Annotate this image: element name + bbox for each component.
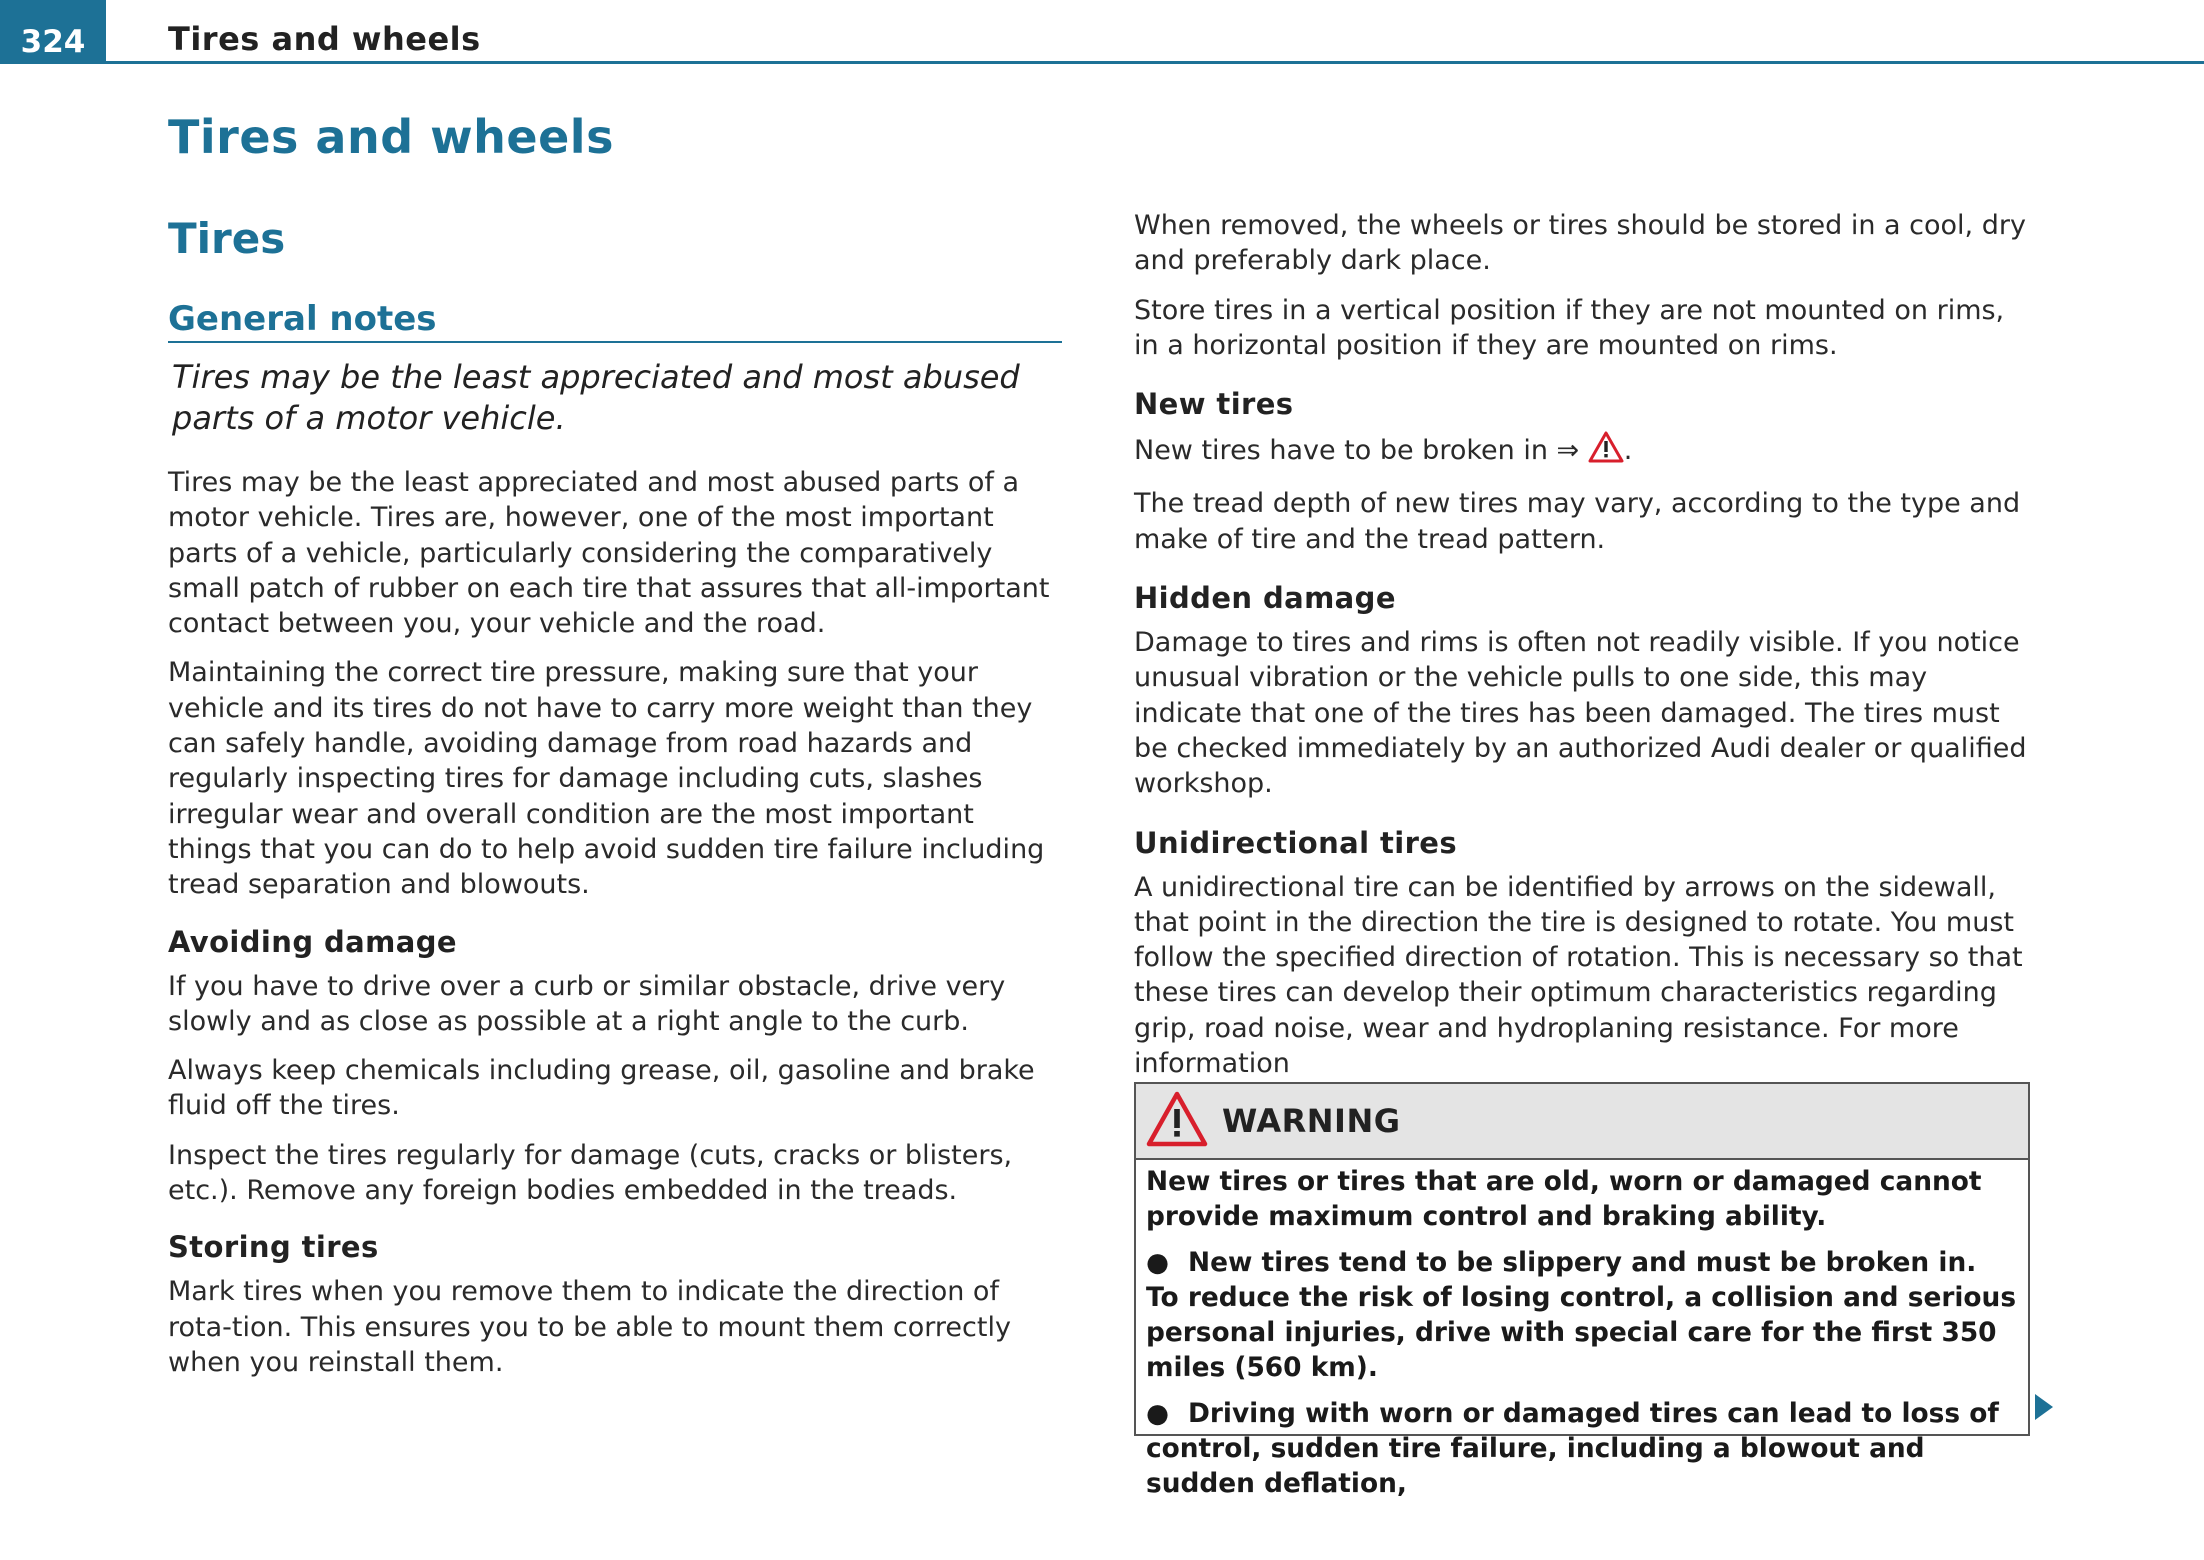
new-tires-text-end: .: [1623, 435, 1633, 467]
warning-intro: New tires or tires that are old, worn or damaged cannot provide maximum control and braking ability.: [1146, 1166, 1982, 1233]
hidden-damage-heading: Hidden damage: [1134, 581, 1396, 616]
header-rule: [106, 61, 2204, 64]
warning-body: [1136, 1160, 2028, 1502]
storing-tires-paragraph: Mark tires when you remove them to indicate the direction of rota-tion. This ensures you to be able to mount them correctly when you reinstall them.: [168, 1276, 1011, 1378]
lead-text: Tires may be the least appreciated and most abused parts of a motor vehicle.: [172, 358, 1020, 437]
right-column: [1134, 208, 2030, 1117]
avoiding-damage-heading: Avoiding damage: [168, 924, 457, 959]
new-tires-heading: New tires: [1134, 387, 1294, 422]
section-title: Tires: [168, 214, 286, 263]
bullet-icon: ●: [1146, 1397, 1170, 1429]
warning-triangle-icon: [1588, 431, 1624, 472]
intro-paragraph: Maintaining the correct tire pressure, making sure that your vehicle and its tires do not have to carry more weight than they can safely handle, avoiding damage from road hazards and regularly inspecting tires for damage including cuts, slashes irregular wear and overall condition are the most important things that you can do to help avoid sudden tire failure including tread separation and blowouts.: [168, 657, 1045, 901]
continue-arrow-icon: [2033, 1392, 2055, 1426]
unidirectional-heading: Unidirectional tires: [1134, 825, 1458, 860]
page-number: 324: [0, 0, 106, 64]
page-header: [0, 0, 2204, 64]
warning-box: [1134, 1082, 2030, 1500]
avoiding-damage-paragraph: If you have to drive over a curb or similar obstacle, drive very slowly and as close as possible at a right angle to the curb.: [168, 970, 1006, 1037]
storage-paragraph: When removed, the wheels or tires should be stored in a cool, dry and preferably dark place.: [1134, 210, 2026, 277]
new-tires-paragraph: The tread depth of new tires may vary, according to the type and make of tire and the tread pattern.: [1134, 488, 2021, 555]
warning-title: WARNING: [1222, 1102, 1401, 1140]
intro-paragraph: Tires may be the least appreciated and most abused parts of a motor vehicle. Tires are, however, one of the most important parts of a vehicle, particularly considering the comparatively small patch of rubber on each tire that assures that all-important contact between you, your vehicle and the road.: [168, 467, 1050, 640]
new-tires-paragraph: [1134, 431, 2030, 472]
unidirectional-text: A unidirectional tire can be identified by arrows on the sidewall, that point in the direction the tire is designed to rotate. You must follow the specified direction of rotation. This is necessary so that these tires can develop their optimum characteristics regarding grip, road noise, wear and hydroplaning resistance. For more information: [1134, 871, 2023, 1080]
hidden-damage-paragraph: Damage to tires and rims is often not readily visible. If you notice unusual vibration or the vehicle pulls to one side, this may indicate that one of the tires has been damaged. The tires must be checked immediately by an authorized Audi dealer or qualified workshop.: [1134, 627, 2027, 800]
warning-header: [1136, 1084, 2028, 1160]
left-column: [168, 110, 1062, 1380]
warning-bullet: ● New tires tend to be slippery and must be broken in. To reduce the risk of losing control, a collision and serious personal injuries, drive with special care for the first 350 miles (560 km).: [1146, 1246, 2017, 1384]
storing-tires-heading: Storing tires: [168, 1230, 379, 1265]
new-tires-text: New tires have to be broken in ⇒: [1134, 435, 1588, 467]
subsection-title: General notes: [168, 299, 1062, 343]
avoiding-damage-paragraph: Always keep chemicals including grease, oil, gasoline and brake fluid off the tires.: [168, 1055, 1035, 1122]
warning-triangle-icon: [1146, 1091, 1208, 1151]
bullet-icon: ●: [1146, 1246, 1170, 1278]
unidirectional-paragraph: [1134, 870, 2030, 1117]
page-title: Tires and wheels: [168, 110, 614, 164]
storage-paragraph: Store tires in a vertical position if they are not mounted on rims, in a horizontal position if they are mounted on rims.: [1134, 294, 2005, 361]
running-title: Tires and wheels: [168, 20, 481, 58]
avoiding-damage-paragraph: Inspect the tires regularly for damage (cuts, cracks or blisters, etc.). Remove any foreign bodies embedded in the treads.: [168, 1139, 1013, 1207]
warning-bullet: ● Driving with worn or damaged tires can lead to loss of control, sudden tire failure, including a blowout and sudden deflation,: [1146, 1397, 1999, 1500]
